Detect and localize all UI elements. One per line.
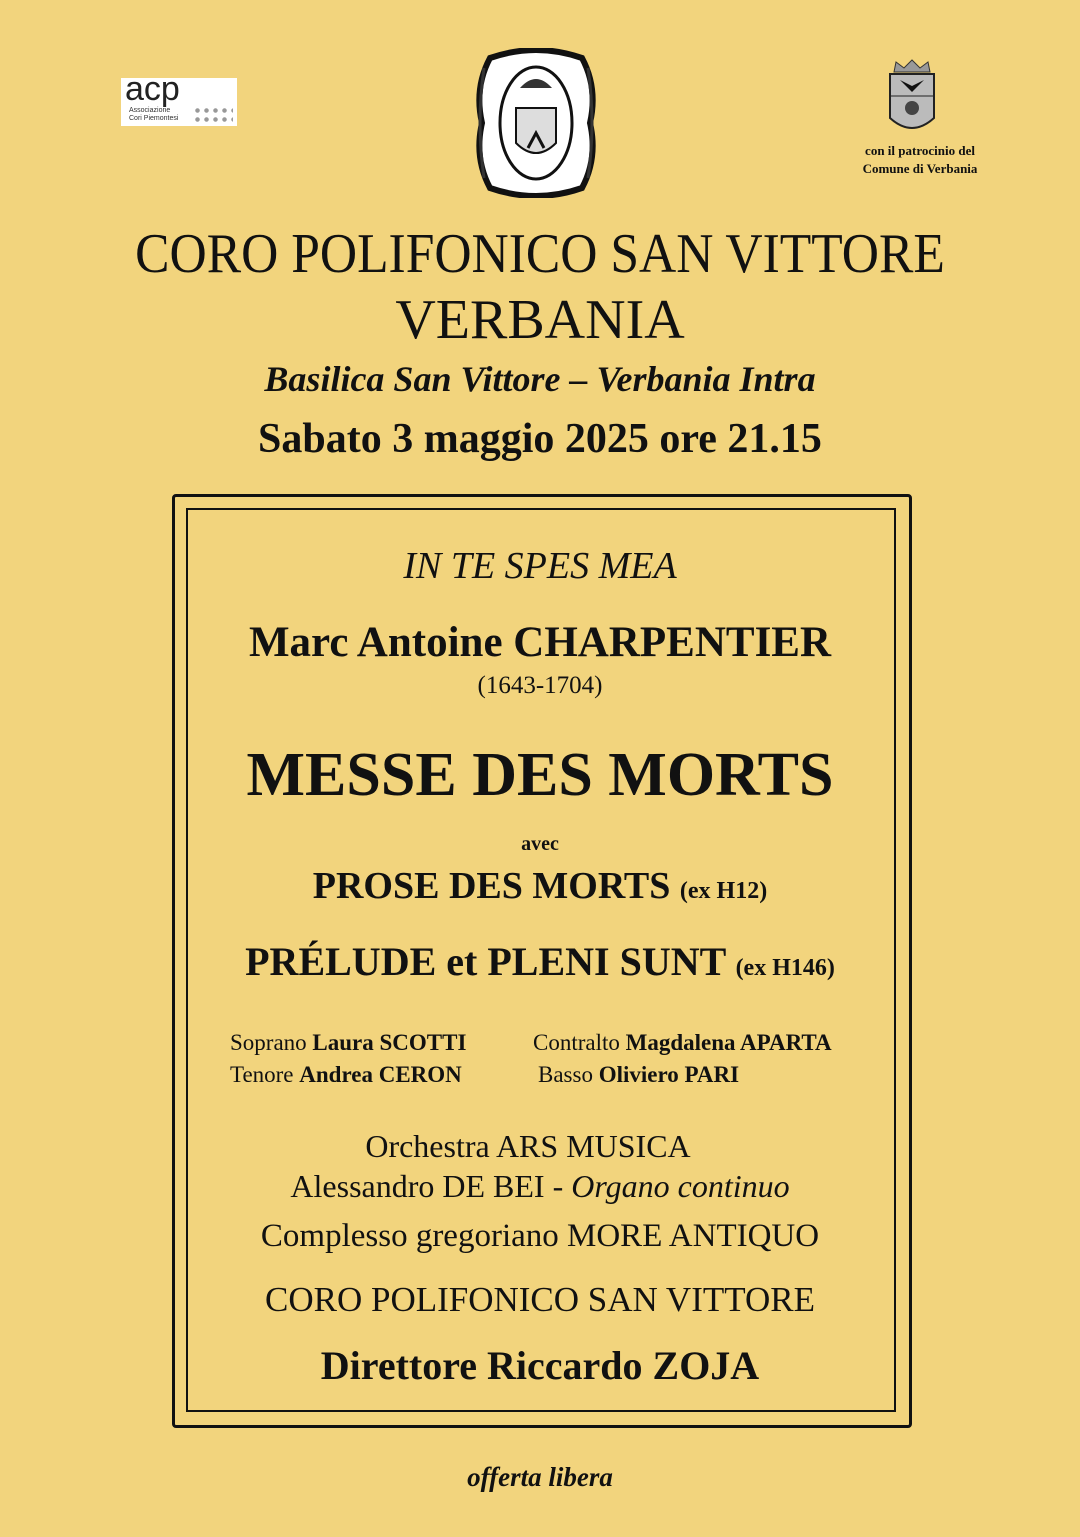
soloist-name: Magdalena APARTA	[625, 1030, 832, 1055]
acp-logo-mark: acp	[125, 70, 180, 108]
work-prelude-title: PRÉLUDE et PLENI SUNT	[245, 939, 726, 984]
choir-title: CORO POLIFONICO SAN VITTORE	[135, 223, 945, 285]
soloist-role: Tenore	[230, 1062, 294, 1087]
work-prelude	[0, 938, 1080, 985]
work-prelude-catalog: (ex H146)	[735, 955, 835, 981]
choir-crest-emblem	[470, 48, 602, 198]
composer: Marc Antoine CHARPENTIER	[248, 619, 832, 666]
director: Direttore Riccardo ZOJA	[320, 1343, 760, 1388]
acp-logo-text	[129, 107, 178, 123]
avec: avec	[521, 833, 559, 855]
gregorian-ensemble: Complesso gregoriano MORE ANTIQUO	[260, 1218, 820, 1254]
work-prose-title: PROSE DES MORTS	[312, 865, 671, 907]
patronage-line1: con il patrocinio del	[865, 143, 975, 158]
soloist-name: Laura SCOTTI	[312, 1030, 467, 1055]
venue: Basilica San Vittore – Verbania Intra	[264, 359, 816, 399]
main-work: MESSE DES MORTS	[246, 741, 834, 809]
work-prose	[0, 864, 1080, 908]
acp-line2: Cori Piemontesi	[129, 115, 179, 122]
verbania-coat-of-arms	[886, 58, 938, 140]
soloist-name: Oliviero PARI	[598, 1062, 740, 1087]
soloist-basso	[538, 1062, 739, 1088]
choir: CORO POLIFONICO SAN VITTORE	[264, 1280, 815, 1319]
composer-dates: (1643-1704)	[477, 672, 603, 699]
acp-logo	[121, 70, 237, 126]
organist-name: Alessandro DE BEI -	[290, 1168, 572, 1204]
soloist-role: Contralto	[533, 1030, 620, 1055]
choir-city: VERBANIA	[395, 289, 685, 351]
soloist-tenore	[230, 1062, 462, 1088]
free-offering: offerta libera	[467, 1462, 613, 1492]
acp-dots-icon	[193, 106, 233, 124]
soloist-role: Soprano	[230, 1030, 307, 1055]
work-prose-catalog: (ex H12)	[679, 878, 768, 904]
soloist-role: Basso	[538, 1062, 593, 1087]
soloist-name: Andrea CERON	[299, 1062, 462, 1087]
date-time: Sabato 3 maggio 2025 ore 21.15	[258, 416, 822, 462]
orchestra: Orchestra ARS MUSICA	[365, 1128, 691, 1164]
organist-role: Organo continuo	[571, 1168, 790, 1204]
motto: IN TE SPES MEA	[403, 545, 677, 587]
soloist-contralto	[533, 1030, 832, 1056]
soloist-soprano	[230, 1030, 466, 1056]
organist	[0, 1168, 1080, 1205]
patronage-line2: Comune di Verbania	[862, 161, 978, 176]
acp-line1: Associazione	[129, 107, 171, 114]
